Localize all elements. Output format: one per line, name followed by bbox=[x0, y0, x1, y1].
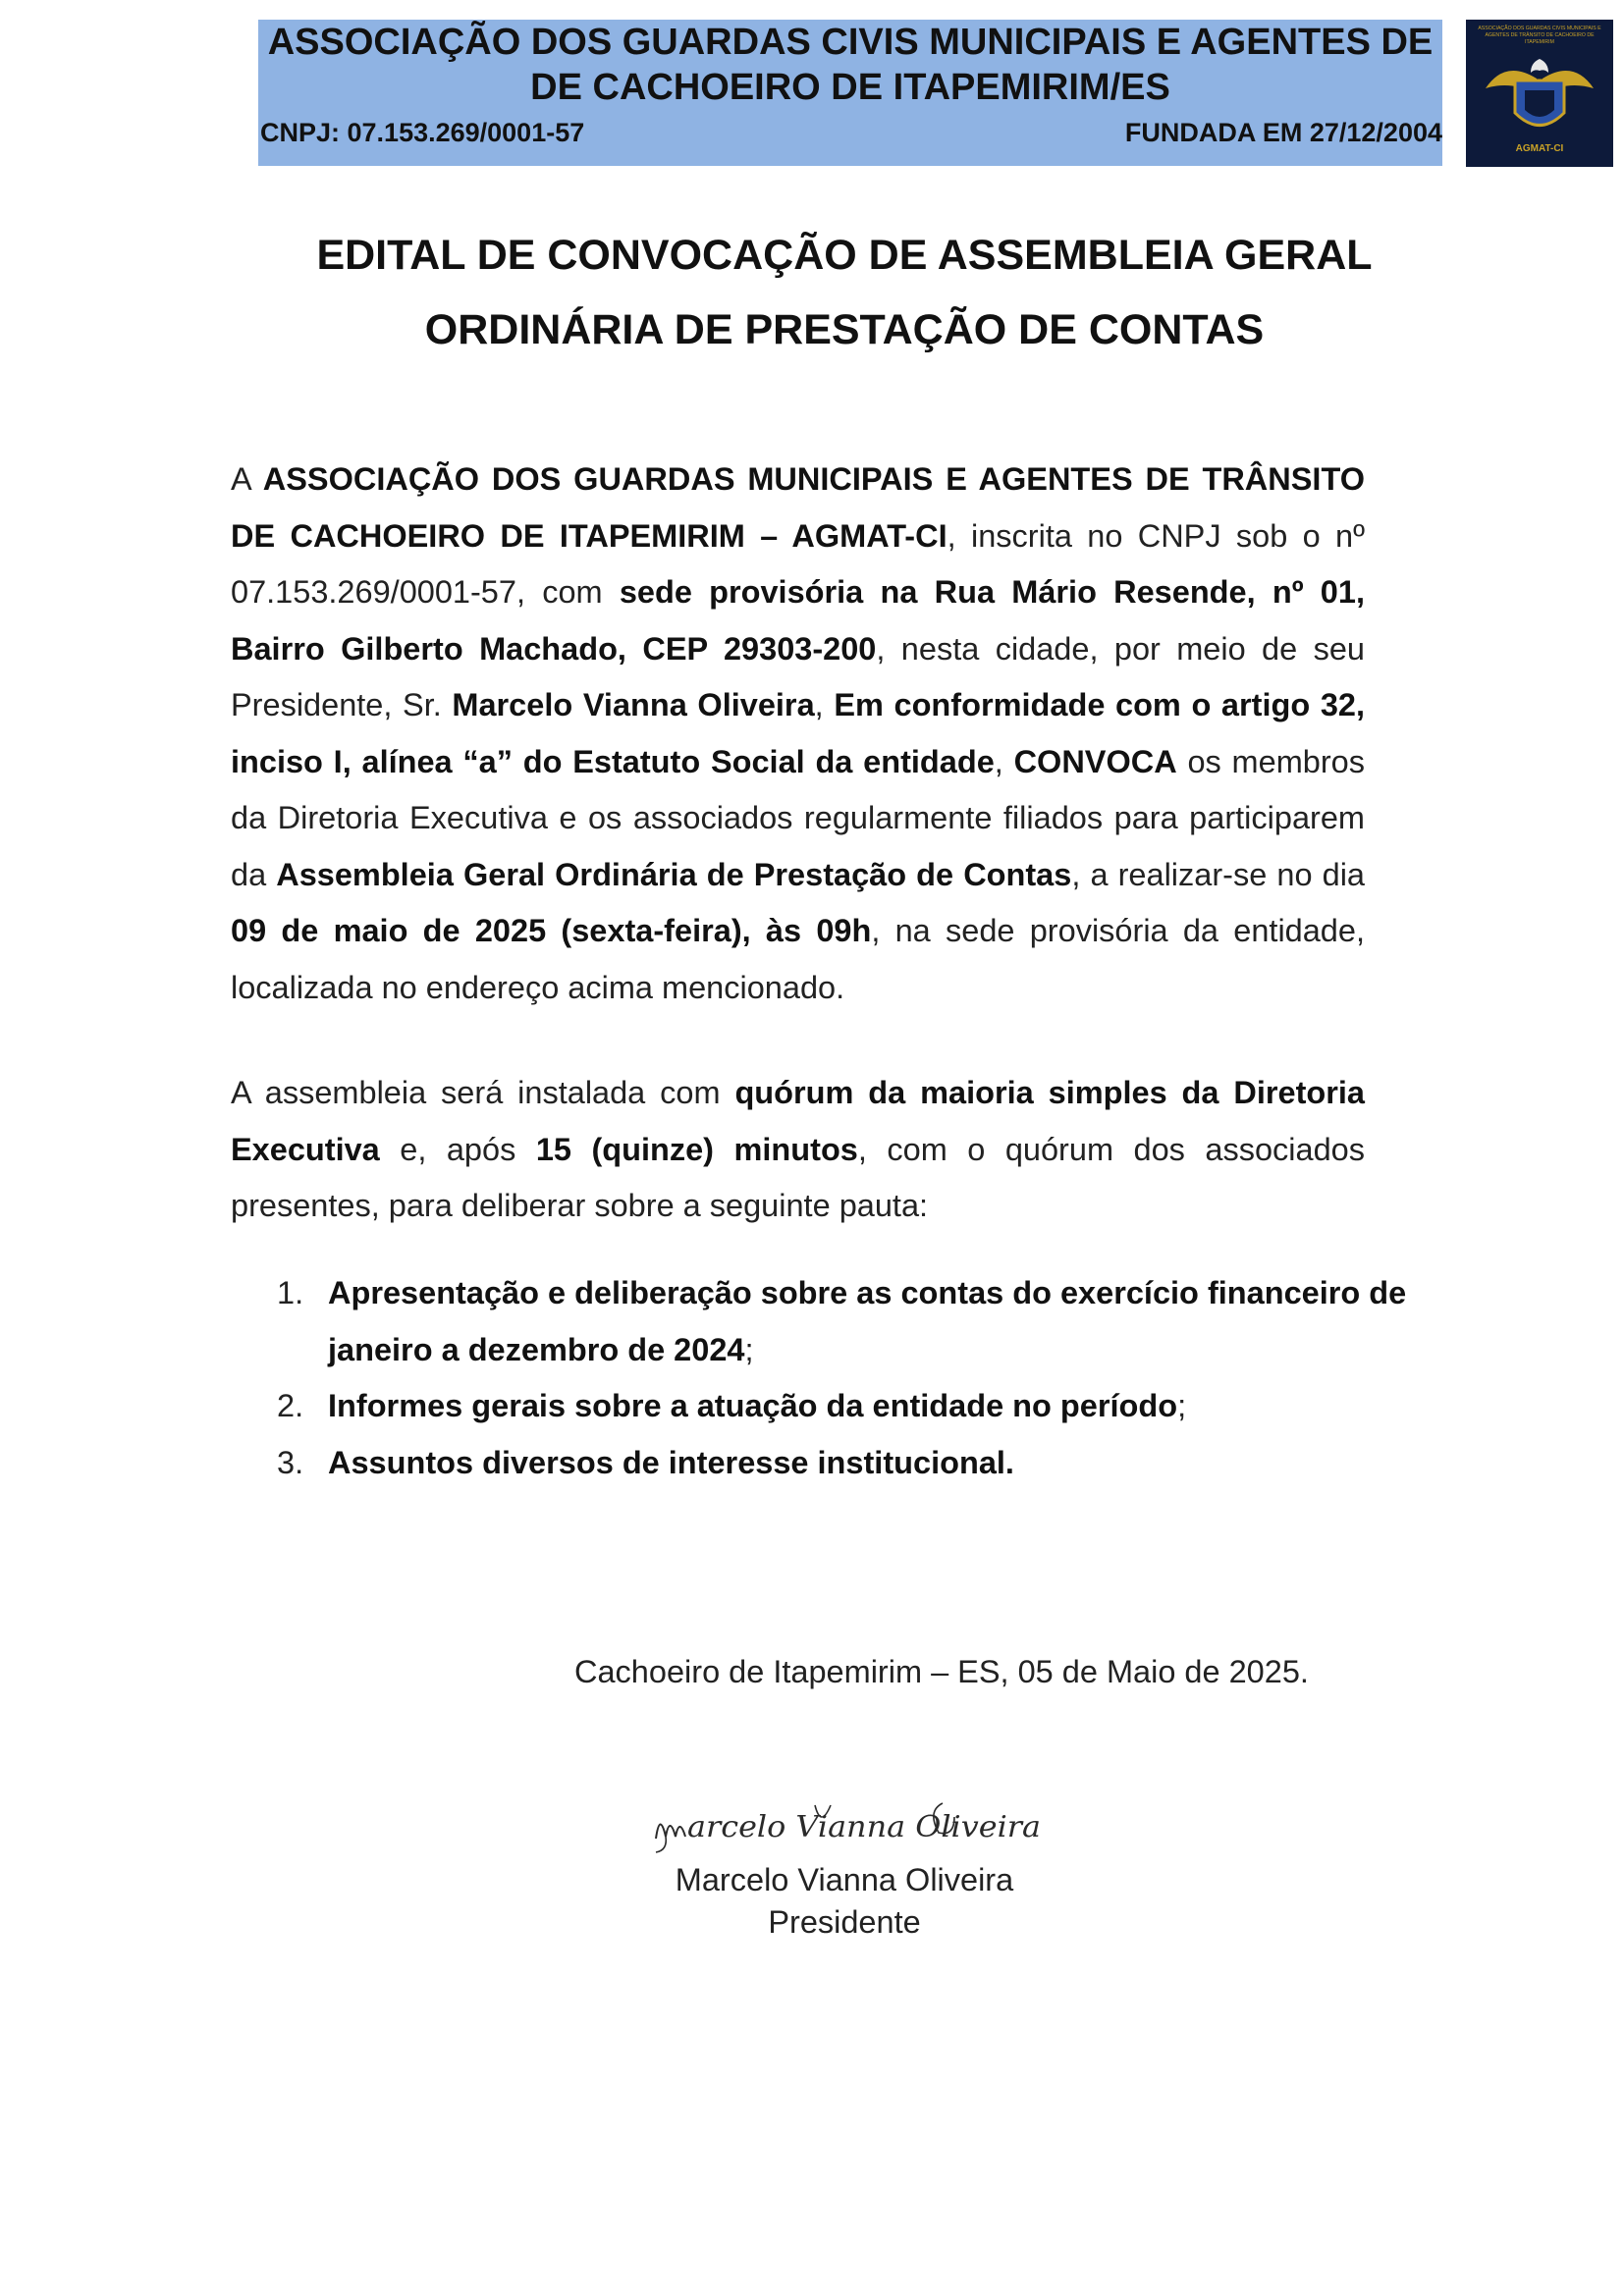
agmat-logo bbox=[1466, 20, 1613, 167]
text-segment: os membros da Diretoria Executiva e os associados regularmente filiados para participarem da bbox=[231, 743, 1365, 892]
text-segment: , com o quórum dos associados presentes, para deliberar sobre a seguinte pauta: bbox=[231, 1131, 1365, 1223]
agenda-item-tail: ; bbox=[744, 1331, 754, 1367]
svg-text:ITAPEMIRIM: ITAPEMIRIM bbox=[1525, 39, 1554, 45]
agenda-item-number: 2. bbox=[277, 1388, 304, 1423]
text-segment: , nesta cidade, por meio de seu Presidente, Sr. bbox=[231, 630, 1365, 722]
agenda-item-text: Informes gerais sobre a atuação da entidade no período bbox=[328, 1388, 1178, 1423]
svg-text:AGENTES DE TRÂNSITO DE CACHOEI: AGENTES DE TRÂNSITO DE CACHOEIRO DE bbox=[1485, 32, 1595, 38]
text-segment: , a realizar-se no dia bbox=[1071, 856, 1365, 892]
agenda-item bbox=[275, 1435, 1443, 1492]
agenda-item-number: 1. bbox=[277, 1275, 304, 1310]
quorum-rule: quórum da maioria simples da Diretoria Executiva bbox=[231, 1075, 1366, 1167]
agenda-item-number: 3. bbox=[277, 1444, 304, 1480]
assembly-date-time: 09 de maio de 2025 (sexta-feira), às 09h bbox=[231, 913, 872, 948]
association-full-name: ASSOCIAÇÃO DOS GUARDAS MUNICIPAIS E AGENTES DE TRÂNSITO DE CACHOEIRO DE ITAPEMIRIM – AGMAT-CI bbox=[231, 461, 1365, 554]
signer-role: Presidente bbox=[768, 1904, 921, 1940]
text-segment: A assembleia será instalada com bbox=[231, 1075, 735, 1110]
founded-date: FUNDADA EM 27/12/2004 bbox=[1124, 118, 1442, 147]
text-segment: , inscrita no CNPJ sob o nº 07.153.269/0001-57, com bbox=[231, 517, 1365, 610]
agenda-item bbox=[275, 1378, 1443, 1435]
agenda-list bbox=[275, 1265, 1443, 1491]
svg-text:ASSOCIAÇÃO DOS GUARDAS CIVIS M: ASSOCIAÇÃO DOS GUARDAS CIVIS MUNICIPAIS E bbox=[1478, 26, 1601, 31]
quorum-paragraph bbox=[231, 1065, 1365, 1235]
agenda-item-text: Assuntos diversos de interesse institucional. bbox=[328, 1444, 1014, 1480]
text-segment: , na sede provisória da entidade, localizada no endereço acima mencionado. bbox=[231, 913, 1365, 1005]
handwritten-signature bbox=[648, 1782, 1060, 1860]
text-segment: e, após bbox=[379, 1131, 536, 1167]
assembly-name: Assembleia Geral Ordinária de Prestação de Contas bbox=[276, 856, 1072, 892]
place-and-date: Cachoeiro de Itapemirim – ES, 05 de Maio de 2025. bbox=[574, 1654, 1309, 1689]
statute-reference: Em conformidade com o artigo 32, inciso I, alínea “a” do Estatuto Social da entidade bbox=[231, 687, 1365, 779]
title-line-1: EDITAL DE CONVOCAÇÃO DE ASSEMBLEIA GERAL bbox=[316, 232, 1373, 279]
agenda-item-tail: ; bbox=[1177, 1388, 1187, 1423]
agenda-item bbox=[275, 1265, 1443, 1378]
text-segment: A bbox=[231, 461, 263, 497]
document-title bbox=[196, 218, 1492, 367]
provisional-address: sede provisória na Rua Mário Resende, nº 01, Bairro Gilberto Machado, CEP 29303-200 bbox=[231, 574, 1365, 667]
header-cnpj: CNPJ: 07.153.269/0001-57 bbox=[260, 118, 585, 147]
convocation-paragraph bbox=[231, 452, 1365, 1016]
logo-acronym: AGMAT-CI bbox=[1515, 143, 1564, 154]
title-line-2: ORDINÁRIA DE PRESTAÇÃO DE CONTAS bbox=[424, 306, 1265, 353]
agenda-item-text: Apresentação e deliberação sobre as contas do exercício financeiro de janeiro a dezembro de 2024 bbox=[328, 1275, 1407, 1367]
waiting-time: 15 (quinze) minutos bbox=[535, 1131, 858, 1167]
text-segment: , bbox=[814, 687, 835, 722]
president-name: Marcelo Vianna Oliveira bbox=[452, 687, 815, 722]
signature-text: arcelo Vianna Oliveira bbox=[687, 1810, 1041, 1844]
signer-name: Marcelo Vianna Oliveira bbox=[675, 1862, 1014, 1897]
text-segment: , bbox=[994, 743, 1014, 779]
convoca-keyword: CONVOCA bbox=[1013, 743, 1177, 779]
association-name: ASSOCIAÇÃO DOS GUARDAS CIVIS MUNICIPAIS E AGENTES DE DE CACHOEIRO DE ITAPEMIRIM/ES bbox=[267, 22, 1434, 108]
